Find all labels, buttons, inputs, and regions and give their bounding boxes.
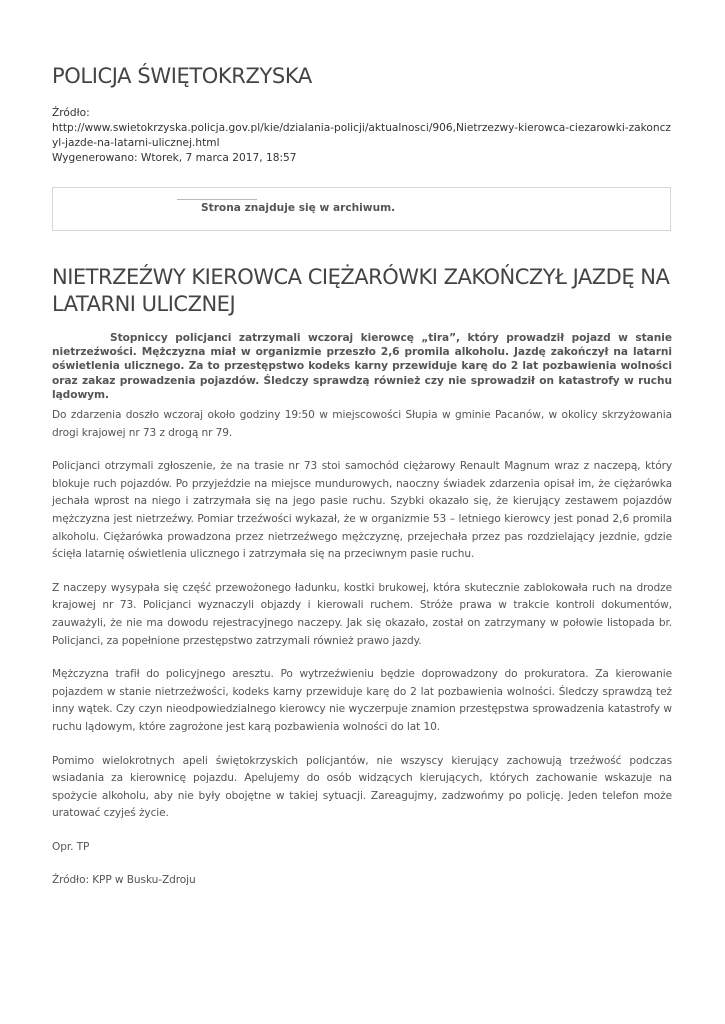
article-author: Opr. TP	[52, 840, 90, 853]
source-info	[52, 106, 674, 166]
article-lead: Stopniccy policjanci zatrzymali wczoraj kierowcę „tira”, który prowadził pojazd w stanie nietrzeźwości. Mężczyzna miał w organizmie przeszło 2,6 promila alkoholu. Jazdę zakończył na latarni oświetlenia ulicznego. Za to przestępstwo kodeks karny przewiduje karę do 2 lat pozbawienia wolności oraz zakaz prowadzenia pojazdów. Śledczy sprawdzą również czy nie sprowadził on katastrofy w ruchu lądowym.	[52, 332, 672, 401]
archive-notice-box	[52, 187, 671, 231]
article-paragraph: Policjanci otrzymali zgłoszenie, że na trasie nr 73 stoi samochód ciężarowy Renault Magnum wraz z naczepą, który blokuje ruch pojazdów. Po przyjeździe na miejsce mundurowych, naoczny świadek zdarzenia opisał im, że ciężarówka jechała wprost na niego i zatrzymała się na jego pasie ruchu. Szybki okazało się, że kierujący zestawem pojazdów mężczyzna jest nietrzeźwy. Pomiar trzeźwości wykazał, że w organizmie 53 – letniego kierowcy jest ponad 2,6 promila alkoholu. Ciężarówka prowadzona przez nietrzeźwego mężczyznę, przejechała przez pas rozdzielający jezdnie, gdzie ścięła latarnię oświetlenia ulicznego i zatrzymała się na przeciwnym pasie ruchu.	[52, 460, 672, 561]
source-label: Źródło:	[52, 107, 90, 119]
article-title: NIETRZEŹWY KIEROWCA CIĘŻARÓWKI ZAKOŃCZYŁ JAZDĘ NA LATARNI ULICZNEJ	[52, 265, 670, 316]
source-url: http://www.swietokrzyska.policja.gov.pl/kie/dzialania-policji/aktualnosci/906,Nietrzezwy-kierowca-ciezarowki-zakonczyl-jazde-na-latarni-ulicznej.html	[52, 122, 671, 149]
article-paragraph: Mężczyzna trafił do policyjnego aresztu. Po wytrzeźwieniu będzie doprowadzony do prokuratora. Za kierowanie pojazdem w stanie nietrzeźwości, kodeks karny przewiduje karę do 2 lat pozbawienia wolności. Śledczy sprawdzą też inny wątek. Czy czyn nieodpowiedzialnego kierowcy nie wyczerpuje znamion przestępstwa sprowadzenia katastrofy w ruchu lądowym, które zagrożone jest karą pozbawienia wolności do lat 10.	[52, 668, 672, 733]
article-paragraph: Do zdarzenia doszło wczoraj około godziny 19:50 w miejscowości Słupia w gminie Pacanów, w okolicy skrzyżowania drogi krajowej nr 73 z drogą nr 79.	[52, 409, 672, 439]
article-body	[52, 407, 672, 906]
archive-divider	[177, 199, 257, 200]
site-title: POLICJA ŚWIĘTOKRZYSKA	[52, 64, 312, 88]
archive-notice-text: Strona znajduje się w archiwum.	[201, 202, 396, 214]
generated-date: Wygenerowano: Wtorek, 7 marca 2017, 18:57	[52, 152, 297, 164]
article-paragraph: Pomimo wielokrotnych apeli świętokrzyskich policjantów, nie wszyscy kierujący zachowują trzeźwość podczas wsiadania za kierownicę pojazdu. Apelujemy do osób widzących kierujących, których zachowanie wskazuje na spożycie alkoholu, aby nie były obojętne w takiej sytuacji. Zareagujmy, zadzwońmy po policję. Jeden telefon może uratować czyjeś życie.	[52, 754, 672, 820]
article-paragraph: Z naczepy wysypała się część przewożonego ładunku, kostki brukowej, która skutecznie zablokowała ruch na drodze krajowej nr 73. Policjanci wyznaczyli objazdy i kierowali ruchem. Stróże prawa w trakcie kontroli dokumentów, zauważyli, że nie ma dowodu rejestracyjnego naczepy. Jak się okazało, został on zatrzymany w połowie listopada br. Policjanci, za popełnione przestępstwo zatrzymali również prawo jazdy.	[52, 581, 672, 647]
article-source: Źródło: KPP w Busku-Zdroju	[52, 874, 196, 887]
